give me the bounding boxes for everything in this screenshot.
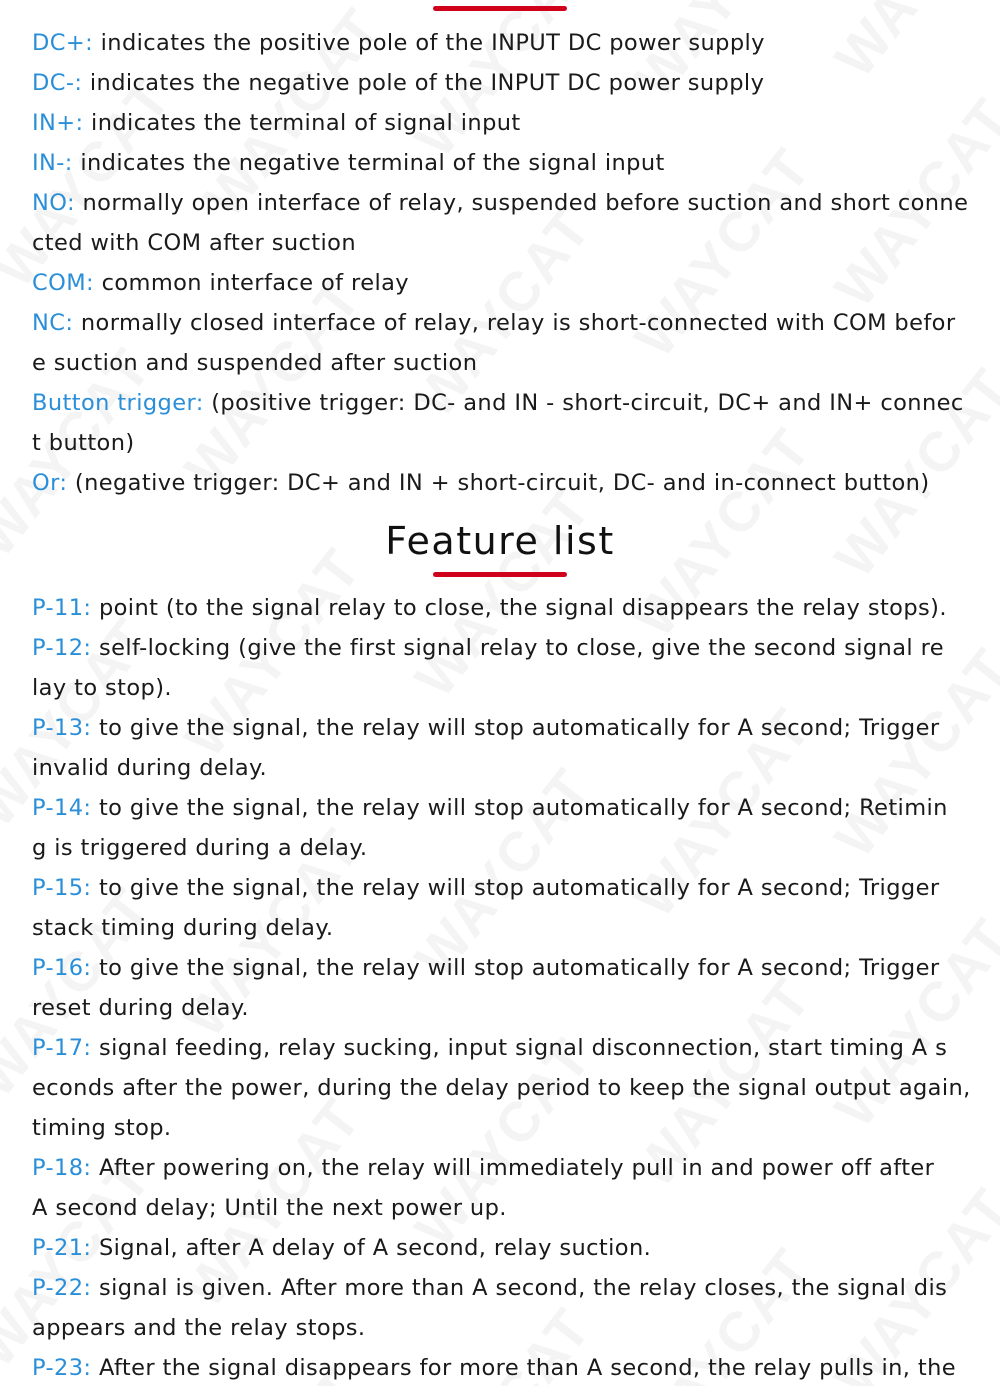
feature-item-line	[32, 628, 977, 668]
feature-item-label: P-17:	[32, 1035, 92, 1061]
feature-item-text: Signal, after A delay of A second, relay suction.	[91, 1235, 652, 1261]
terminal-item-label: Button trigger:	[32, 390, 204, 416]
terminal-item-label: NO:	[32, 190, 75, 216]
terminal-item-text: e suction and suspended after suction	[32, 350, 478, 376]
feature-item-text: reset during delay.	[32, 995, 249, 1021]
terminal-item-text: cted with COM after suction	[32, 230, 356, 256]
terminal-item-line	[32, 143, 977, 183]
feature-item-line	[32, 868, 977, 908]
terminal-item-line	[32, 23, 977, 63]
heading-accent-bar	[433, 572, 567, 577]
feature-item-text: to give the signal, the relay will stop automatically for A second; Trigger	[91, 875, 940, 901]
terminal-item-text: normally closed interface of relay, relay is short-connected with COM befor	[73, 310, 956, 336]
terminal-item-text: t button)	[32, 430, 135, 456]
terminal-item-text: indicates the positive pole of the INPUT DC power supply	[93, 30, 765, 56]
top-accent-bar	[433, 6, 567, 11]
feature-item-label: P-14:	[32, 795, 92, 821]
feature-item-line	[32, 1108, 977, 1148]
feature-item-text: After powering on, the relay will immediately pull in and power off after	[91, 1155, 935, 1181]
feature-item-text: point (to the signal relay to close, the signal disappears the relay stops).	[91, 595, 947, 621]
feature-item-line	[32, 828, 977, 868]
terminal-item-label: DC+:	[32, 30, 94, 56]
feature-item-label: P-16:	[32, 955, 92, 981]
feature-item-label: P-18:	[32, 1155, 92, 1181]
feature-item-text: stack timing during delay.	[32, 915, 334, 941]
terminal-item-text: indicates the negative terminal of the signal input	[72, 150, 665, 176]
feature-item-text: timing stop.	[32, 1115, 172, 1141]
terminal-item-label: DC-:	[32, 70, 83, 96]
feature-item-text: A second delay; Until the next power up.	[32, 1195, 507, 1221]
terminal-item-label: COM:	[32, 270, 95, 296]
feature-item-text: econds after the power, during the delay period to keep the signal output again,	[32, 1075, 971, 1101]
feature-item-label: P-23:	[32, 1355, 92, 1381]
terminal-item-label: NC:	[32, 310, 74, 336]
feature-item-label: P-12:	[32, 635, 92, 661]
feature-item-line	[32, 708, 977, 748]
feature-item-label: P-13:	[32, 715, 92, 741]
feature-item-text: to give the signal, the relay will stop automatically for A second; Trigger	[91, 715, 940, 741]
feature-item-line	[32, 1188, 977, 1228]
feature-item-line	[32, 668, 977, 708]
terminal-item-line	[32, 383, 977, 423]
terminal-item-line	[32, 303, 977, 343]
terminal-item-line	[32, 343, 977, 383]
feature-item-line	[32, 788, 977, 828]
feature-item-text: lay to stop).	[32, 675, 172, 701]
terminal-item-text: (negative trigger: DC+ and IN + short-circuit, DC- and in-connect button)	[67, 470, 930, 496]
terminal-item-line	[32, 103, 977, 143]
feature-item-text: to give the signal, the relay will stop automatically for A second; Trigger	[91, 955, 940, 981]
feature-item-line	[32, 988, 977, 1028]
feature-item-line	[32, 948, 977, 988]
terminal-item-line	[32, 423, 977, 463]
feature-item-line	[32, 1228, 977, 1268]
section-heading: Feature list	[385, 519, 615, 563]
feature-item-text: signal is given. After more than A second, the relay closes, the signal dis	[91, 1275, 948, 1301]
feature-item-line	[32, 908, 977, 948]
feature-item-line	[32, 1268, 977, 1308]
feature-item-line	[32, 1068, 977, 1108]
terminal-item-line	[32, 63, 977, 103]
terminal-item-text: normally open interface of relay, suspended before suction and short conne	[74, 190, 969, 216]
terminal-item-label: IN+:	[32, 110, 84, 136]
feature-item-line	[32, 748, 977, 788]
feature-item-label: P-11:	[32, 595, 92, 621]
terminal-item-text: indicates the terminal of signal input	[83, 110, 521, 136]
feature-item-line	[32, 1028, 977, 1068]
feature-item-text: to give the signal, the relay will stop automatically for A second; Retimin	[91, 795, 948, 821]
feature-item-text: invalid during delay.	[32, 755, 268, 781]
feature-item-text: signal feeding, relay sucking, input signal disconnection, start timing A s	[91, 1035, 948, 1061]
feature-item-text: self-locking (give the first signal relay to close, give the second signal re	[91, 635, 944, 661]
terminal-item-label: IN-:	[32, 150, 73, 176]
feature-item-text: After the signal disappears for more than A second, the relay pulls in, the	[91, 1355, 957, 1381]
terminal-item-text: (positive trigger: DC- and IN - short-circuit, DC+ and IN+ connec	[203, 390, 964, 416]
terminal-item-line	[32, 463, 977, 503]
feature-item-line	[32, 1308, 977, 1348]
feature-item-line	[32, 1348, 977, 1388]
terminal-item-line	[32, 223, 977, 263]
feature-item-line	[32, 588, 977, 628]
feature-item-text: g is triggered during a delay.	[32, 835, 368, 861]
terminal-item-text: common interface of relay	[94, 270, 410, 296]
feature-item-text: appears and the relay stops.	[32, 1315, 366, 1341]
terminal-item-text: indicates the negative pole of the INPUT DC power supply	[82, 70, 765, 96]
feature-item-label: P-21:	[32, 1235, 92, 1261]
terminal-item-line	[32, 263, 977, 303]
terminal-item-line	[32, 183, 977, 223]
feature-item-line	[32, 1148, 977, 1188]
terminal-item-label: Or:	[32, 470, 68, 496]
feature-item-label: P-22:	[32, 1275, 92, 1301]
feature-item-label: P-15:	[32, 875, 92, 901]
